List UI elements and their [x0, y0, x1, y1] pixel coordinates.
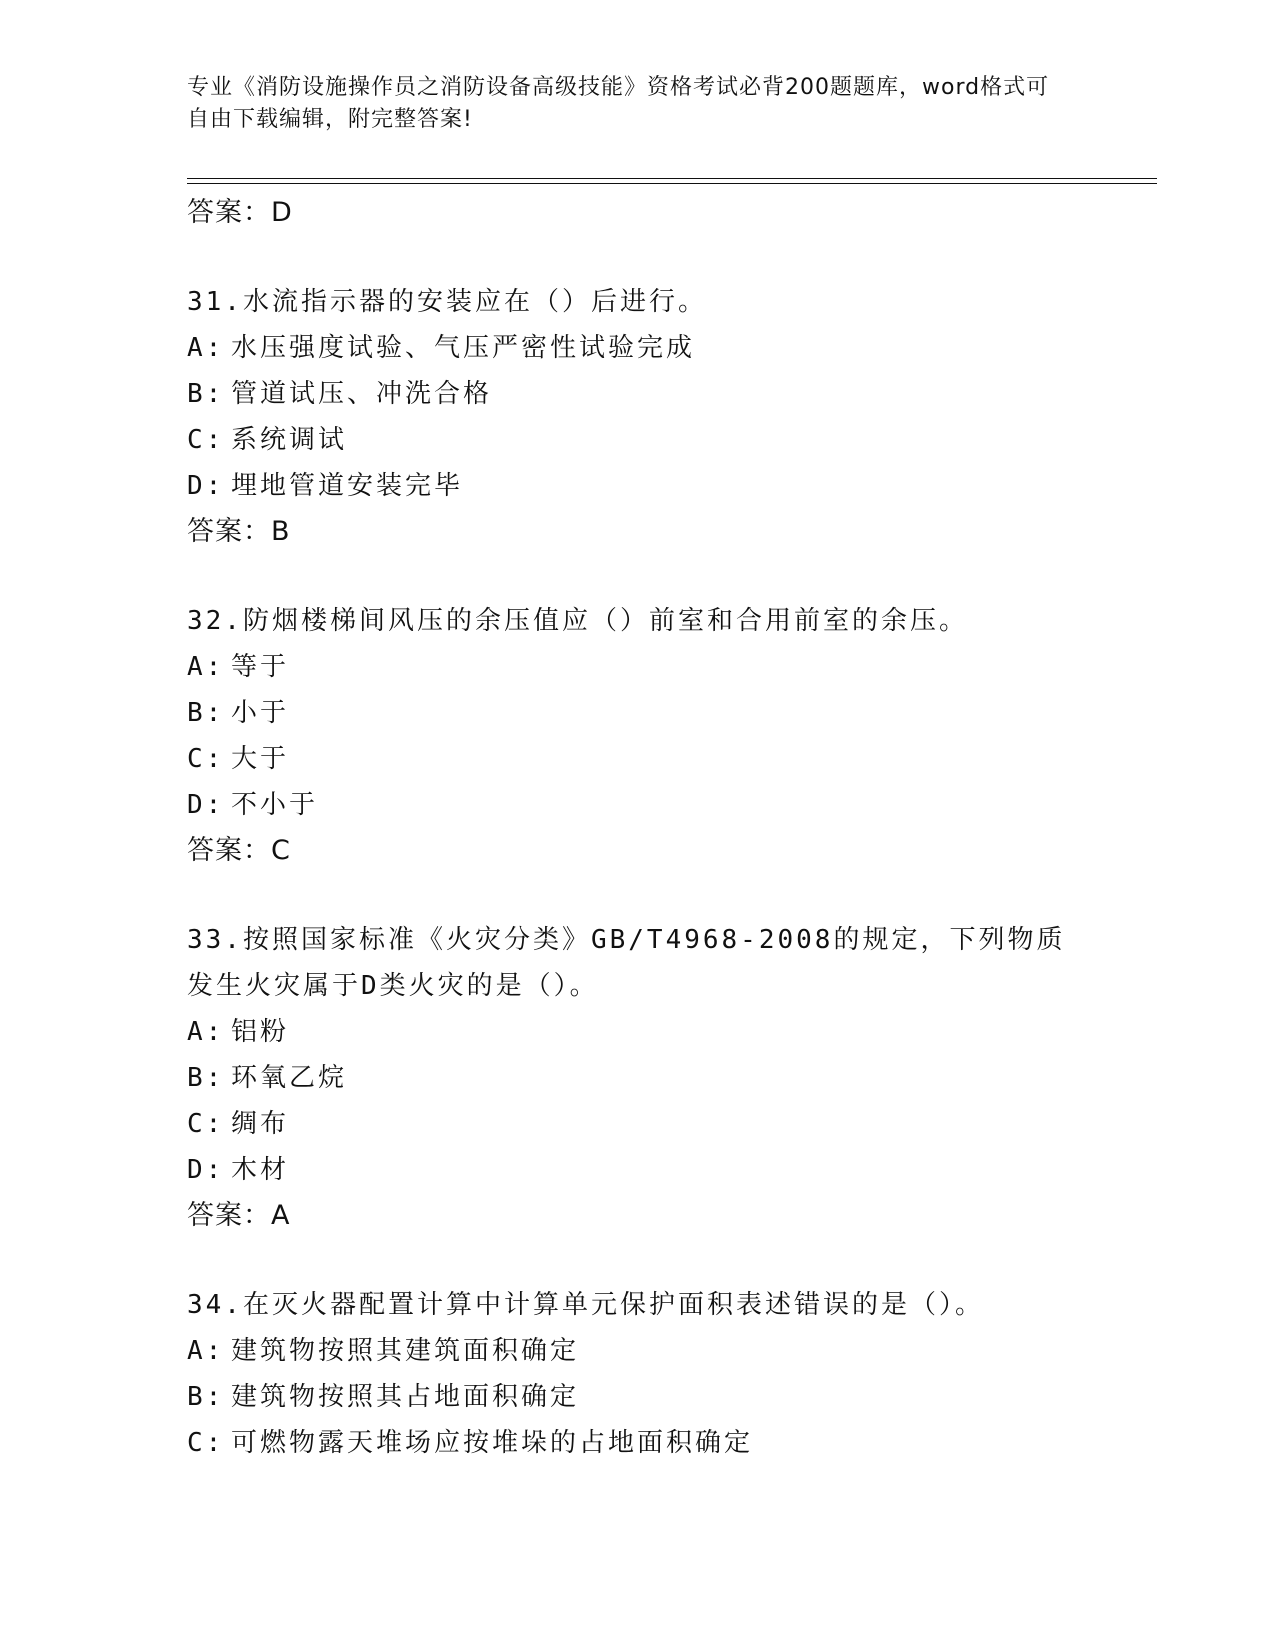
answer-label: 答案：: [187, 1200, 271, 1231]
answer-value: B: [271, 516, 291, 547]
header-text: 专业《消防设施操作员之消防设备高级技能》资格考试必背200题题库，word格式可自由下载编辑，附完整答案!: [187, 75, 1050, 132]
question-stem: 33.按照国家标准《火灾分类》GB/T4968-2008的规定，下列物质发生火灾属于D类火灾的是（）。: [187, 925, 1066, 1001]
answer-label: 答案：: [187, 516, 271, 547]
option-text: 木材: [231, 1155, 290, 1185]
option-text: 可燃物露天堆场应按堆垛的占地面积确定: [231, 1428, 754, 1458]
option-key: C:: [187, 1109, 225, 1139]
option-c: [187, 417, 1087, 463]
option-key: D:: [187, 471, 225, 501]
option-key: A:: [187, 1017, 225, 1047]
option-text: 小于: [231, 698, 290, 728]
header-rule-top: [187, 178, 1157, 179]
option-key: B:: [187, 379, 225, 409]
answer-value: D: [271, 197, 293, 228]
option-key: B:: [187, 1382, 225, 1412]
option-text: 大于: [231, 744, 290, 774]
option-c: [187, 736, 1087, 782]
answer-line: [187, 828, 1087, 874]
option-key: A:: [187, 1336, 225, 1366]
question-34: [187, 1282, 1087, 1466]
option-text: 铝粉: [231, 1017, 290, 1047]
question-32: [187, 598, 1087, 874]
answer-line: [187, 190, 1087, 236]
option-b: [187, 1055, 1087, 1101]
option-d: [187, 463, 1087, 509]
option-a: [187, 325, 1087, 371]
option-text: 建筑物按照其建筑面积确定: [231, 1336, 580, 1366]
question-stem: 31.水流指示器的安装应在（）后进行。: [187, 287, 707, 317]
answer-line: [187, 1193, 1087, 1239]
option-text: 不小于: [231, 790, 319, 820]
spacer: [187, 874, 1087, 917]
answer-label: 答案：: [187, 197, 271, 228]
answer-value: C: [271, 835, 291, 866]
option-key: C:: [187, 744, 225, 774]
option-text: 系统调试: [231, 425, 348, 455]
option-b: [187, 690, 1087, 736]
answer-value: A: [271, 1200, 291, 1231]
option-text: 埋地管道安装完毕: [231, 471, 464, 501]
option-key: A:: [187, 652, 225, 682]
question-33: [187, 917, 1087, 1239]
question-31: [187, 279, 1087, 555]
option-text: 建筑物按照其占地面积确定: [231, 1382, 580, 1412]
option-key: D:: [187, 1155, 225, 1185]
option-a: [187, 644, 1087, 690]
question-content: [187, 190, 1087, 1466]
spacer: [187, 236, 1087, 279]
answer-line: [187, 509, 1087, 555]
option-d: [187, 782, 1087, 828]
option-c: [187, 1420, 1087, 1466]
option-text: 水压强度试验、气压严密性试验完成: [231, 333, 696, 363]
page-header: [187, 72, 1067, 136]
option-text: 绸布: [231, 1109, 290, 1139]
option-key: B:: [187, 698, 225, 728]
spacer: [187, 555, 1087, 598]
option-key: D:: [187, 790, 225, 820]
option-text: 环氧乙烷: [231, 1063, 348, 1093]
header-rule-bottom: [187, 183, 1157, 184]
question-stem: 34.在灭火器配置计算中计算单元保护面积表述错误的是（）。: [187, 1290, 984, 1320]
option-b: [187, 371, 1087, 417]
option-key: B:: [187, 1063, 225, 1093]
option-text: 管道试压、冲洗合格: [231, 379, 493, 409]
spacer: [187, 1239, 1087, 1282]
option-c: [187, 1101, 1087, 1147]
option-d: [187, 1147, 1087, 1193]
option-a: [187, 1328, 1087, 1374]
option-b: [187, 1374, 1087, 1420]
option-text: 等于: [231, 652, 290, 682]
question-stem: 32.防烟楼梯间风压的余压值应（）前室和合用前室的余压。: [187, 606, 968, 636]
answer-label: 答案：: [187, 835, 271, 866]
option-a: [187, 1009, 1087, 1055]
option-key: C:: [187, 1428, 225, 1458]
option-key: A:: [187, 333, 225, 363]
option-key: C:: [187, 425, 225, 455]
